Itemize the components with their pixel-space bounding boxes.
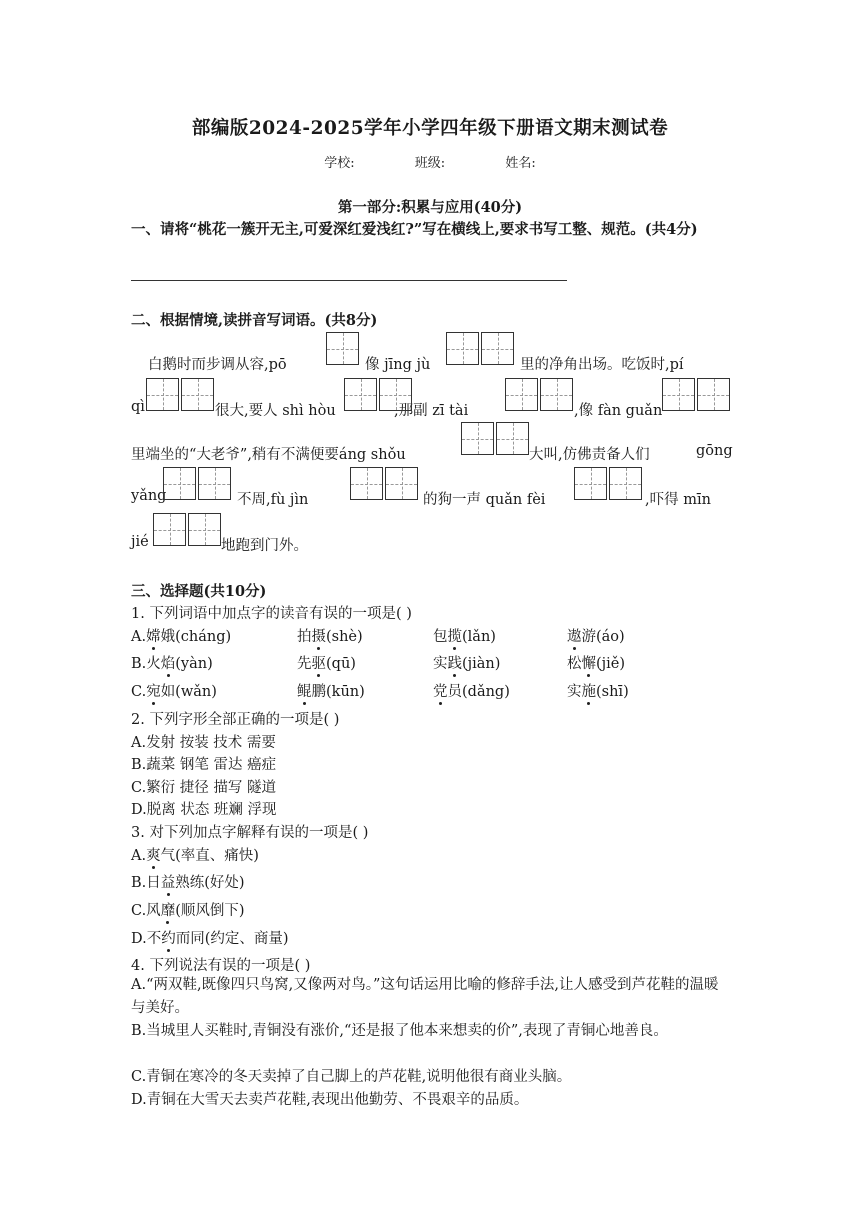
answer-line [131,280,567,281]
writing-box[interactable] [446,332,514,366]
q2-text: jié [131,534,149,550]
q2-line1 [131,353,731,373]
writing-box[interactable] [505,378,573,412]
name-field: 姓名: [505,156,536,171]
q2-line2 [131,399,731,419]
writing-box[interactable] [344,378,412,412]
option-cell: 先驱(qū) [297,656,356,672]
option-cell: C.宛如(wǎn) [131,684,217,700]
option-b: B.当城里人买鞋时,青铜没有涨价,“还是报了他本来想卖的价”,表现了青铜心地善良。 [131,1023,668,1039]
writing-box[interactable] [574,467,642,501]
option-cell: A.嫦娥(cháng) [131,629,232,645]
q2-line3 [131,443,731,463]
writing-box[interactable] [350,467,418,501]
writing-box[interactable] [153,513,221,547]
q2-text: 白鹅时而步调从容,pō [148,357,287,373]
option-item: B.日益熟练(好处) [131,875,245,891]
dotted-char: 懈 [581,656,596,672]
option-c: C.青铜在寒冷的冬天卖掉了自己脚上的芦花鞋,说明他很有商业头脑。 [131,1069,572,1085]
dotted-char: 遨 [567,629,582,645]
option-cell: 松懈(jiě) [567,656,626,672]
dotted-char: 约 [161,931,176,947]
exam-title: 部编版2024-2025学年小学四年级下册语文期末测试卷 [191,118,669,139]
dotted-char: 宛 [146,684,161,700]
option-cell: 包揽(lǎn) [433,629,496,645]
q2-text: 里的净角出场。吃饭时,pí [520,357,684,373]
q2-text: ,像 fàn guǎn [574,403,663,419]
dotted-char: 鲲 [297,684,312,700]
option-item: C.风靡(顺风倒下) [131,903,245,919]
option-cell: 实践(jiàn) [433,656,501,672]
dotted-char: 党 [433,684,448,700]
option-cell: 党员(dǎng) [433,684,510,700]
dotted-char: 焰 [160,656,176,672]
question2-heading: 二、根据情境,读拼音写词语。(共8分) [131,312,378,329]
q2-line5 [131,534,731,554]
option-cell: 鲲鹏(kūn) [297,684,365,700]
writing-box[interactable] [461,422,529,456]
option-cell: B.火焰(yàn) [131,656,213,672]
option-cell: 实施(shī) [567,684,629,700]
option-item: A.爽气(率直、痛快) [131,848,259,864]
q3-2-stem: 2. 下列字形全部正确的一项是( ) [131,712,340,728]
q2-text: qì [131,399,145,415]
option-b: B.蔬菜 钢笔 雷达 癌症 [131,757,277,773]
part1-heading: 第一部分:积累与应用(40分) [337,199,523,216]
option-cell: 拍摄(shè) [297,629,363,645]
option-item: D.不约而同(约定、商量) [131,931,289,947]
writing-box[interactable] [326,332,360,366]
q2-text: yǎng [131,488,167,504]
dotted-char: 靡 [160,903,176,919]
q2-text: 像 jīng jù [365,357,431,373]
q2-text: ,那副 zī tài [394,403,469,419]
q2-text: 很大,要人 shì hòu [215,403,336,419]
q2-text: 里端坐的“大老爷”,稍有不满便要áng shǒu [131,447,406,463]
question1: 一、请将“桃花一簇开无主,可爱深红爱浅红?”写在横线上,要求书写工整、规范。(共4分) [131,221,698,238]
school-field: 学校: [324,156,355,171]
dotted-char: 揽 [447,629,462,645]
q2-text: 不周,fù jìn [237,492,309,508]
option-cell: 遨游(áo) [567,629,625,645]
dotted-char: 摄 [311,629,326,645]
q2-text: 地跑到门外。 [221,538,308,554]
writing-box[interactable] [662,378,730,412]
q2-text: 的狗一声 quǎn fèi [423,492,546,508]
student-info [0,152,860,171]
option-c: C.繁衍 捷径 描写 隧道 [131,780,277,796]
writing-box[interactable] [163,467,231,501]
q2-text: gōng [696,443,733,459]
question3-heading: 三、选择题(共10分) [131,583,267,600]
class-field: 班级: [414,156,446,171]
q3-4-stem: 4. 下列说法有误的一项是( ) [131,958,311,974]
option-a: A.发射 按装 技术 需要 [131,735,276,751]
dotted-char: 嫦 [146,629,161,645]
option-d: D.青铜在大雪天去卖芦花鞋,表现出他勤劳、不畏艰辛的品质。 [131,1092,529,1108]
option-d: D.脱离 状态 班斓 浮现 [131,802,277,818]
option-a: A.“两双鞋,既像四只鸟窝,又像两对鸟。”这句话运用比喻的修辞手法,让人感受到芦花鞋的温暖与美好。 [131,977,719,1016]
writing-box[interactable] [146,378,214,412]
q2-text: 大叫,仿佛责备人们 [529,447,650,463]
q3-3-stem: 3. 对下列加点字解释有误的一项是( ) [131,825,369,841]
dotted-char: 践 [447,656,462,672]
dotted-char: 驱 [311,656,326,672]
dotted-char: 爽 [146,848,161,864]
q2-text: ,吓得 mīn [645,492,711,508]
dotted-char: 施 [581,684,596,700]
q3-1-stem: 1. 下列词语中加点字的读音有误的一项是( ) [131,606,412,622]
dotted-char: 益 [160,875,176,891]
